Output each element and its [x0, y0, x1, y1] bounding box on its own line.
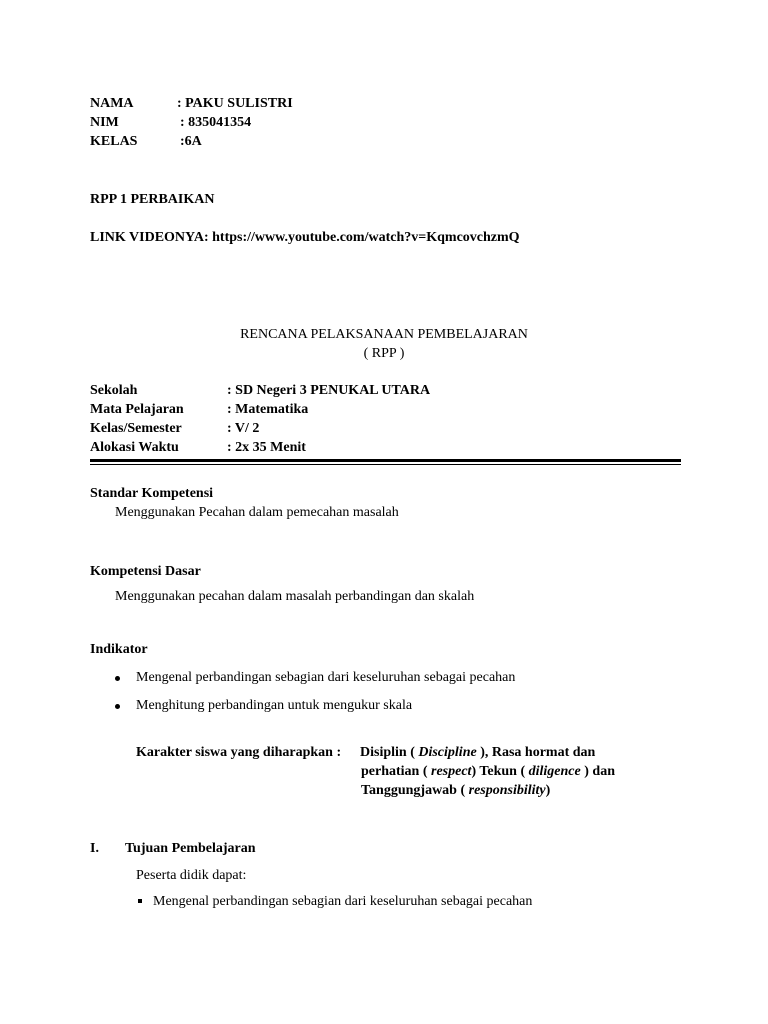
karakter-line2	[361, 762, 615, 781]
kompetensi-dasar-text: Menggunakan pecahan dalam masalah perbandingan dan skalah	[115, 589, 475, 604]
karakter-text: Tanggungjawab (	[361, 783, 469, 798]
karakter-english: Discipline	[418, 745, 477, 760]
karakter-english: responsibility	[468, 783, 546, 798]
karakter-text: )	[545, 783, 551, 798]
nama-value: : PAKU SULISTRI	[177, 96, 293, 111]
indikator-heading: Indikator	[90, 642, 148, 657]
tujuan-number: I.	[90, 841, 99, 856]
standar-kompetensi-text: Menggunakan Pecahan dalam pemecahan masalah	[115, 505, 399, 520]
karakter-text: ) dan	[580, 764, 615, 779]
video-link-url[interactable]: https://www.youtube.com/watch?v=KqmcovchzmQ	[212, 230, 520, 245]
kelas-label: KELAS	[90, 134, 138, 149]
indikator-item: Mengenal perbandingan sebagian dari keseluruhan sebagai pecahan	[136, 670, 516, 685]
karakter-line1	[360, 743, 595, 762]
karakter-label: Karakter siswa yang diharapkan :	[136, 745, 342, 760]
kelas-value: :6A	[180, 134, 202, 149]
identity-label: Sekolah	[90, 383, 138, 398]
divider-thin	[90, 464, 681, 465]
square-bullet-icon	[138, 899, 142, 903]
bullet-icon	[115, 704, 120, 709]
karakter-text: ), Rasa hormat dan	[476, 745, 596, 760]
divider-thick	[90, 459, 681, 462]
kompetensi-dasar-heading: Kompetensi Dasar	[90, 564, 201, 579]
identity-value: : Matematika	[227, 402, 309, 417]
identity-label: Alokasi Waktu	[90, 440, 179, 455]
identity-label: Mata Pelajaran	[90, 402, 184, 417]
karakter-text: ) Tekun (	[471, 764, 529, 779]
identity-label: Kelas/Semester	[90, 421, 182, 436]
identity-value: : 2x 35 Menit	[227, 440, 306, 455]
rpp-title: RPP 1 PERBAIKAN	[90, 192, 215, 207]
standar-kompetensi-heading: Standar Kompetensi	[90, 486, 214, 501]
tujuan-intro: Peserta didik dapat:	[136, 868, 247, 883]
karakter-english: diligence	[528, 764, 581, 779]
nim-value: : 835041354	[180, 115, 252, 130]
video-link-label: LINK VIDEONYA:	[90, 230, 209, 245]
karakter-line3	[361, 781, 550, 800]
identity-value: : SD Negeri 3 PENUKAL UTARA	[227, 383, 431, 398]
doc-title-line1: RENCANA PELAKSANAAN PEMBELAJARAN	[240, 327, 528, 342]
nim-label: NIM	[90, 115, 119, 130]
tujuan-heading: Tujuan Pembelajaran	[125, 841, 256, 856]
video-link-line	[90, 228, 520, 247]
karakter-text: perhatian (	[361, 764, 431, 779]
bullet-icon	[115, 676, 120, 681]
tujuan-item: Mengenal perbandingan sebagian dari keseluruhan sebagai pecahan	[153, 894, 533, 909]
indikator-item: Menghitung perbandingan untuk mengukur skala	[136, 698, 413, 713]
karakter-text: Disiplin (	[360, 745, 419, 760]
doc-title-line2: ( RPP )	[363, 346, 405, 361]
karakter-english: respect	[431, 764, 472, 779]
identity-value: : V/ 2	[227, 421, 260, 436]
nama-label: NAMA	[90, 96, 134, 111]
